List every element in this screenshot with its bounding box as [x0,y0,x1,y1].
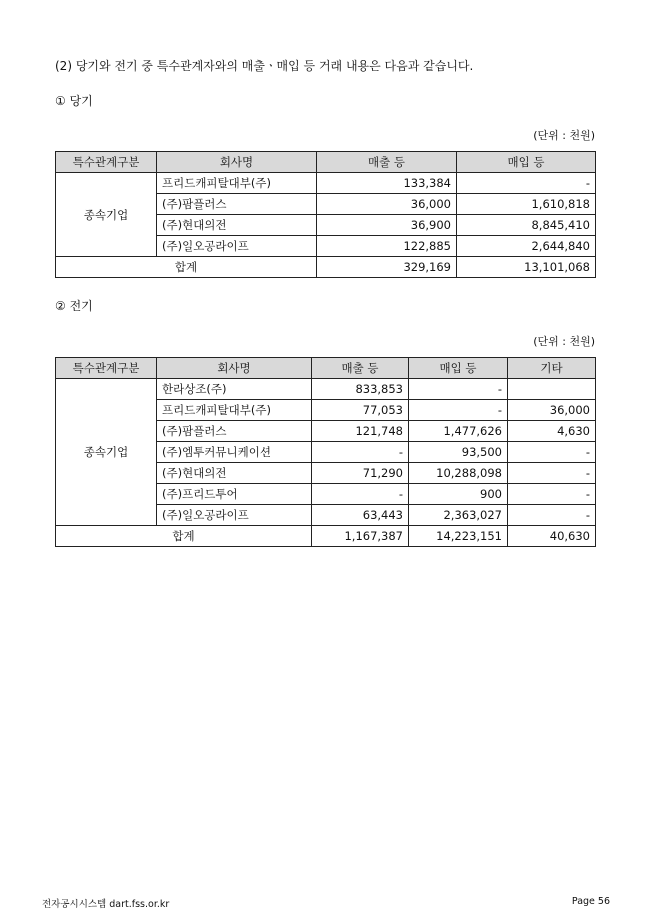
purchases-cell: 8,845,410 [457,215,596,236]
current-heading: ① 당기 [55,94,93,108]
prior-table [55,357,596,547]
sales-cell: 71,290 [312,463,409,484]
header-category: 특수관계구분 [56,358,157,379]
other-cell: - [508,505,596,526]
sales-cell: 63,443 [312,505,409,526]
company-cell: 프리드캐피탈대부(주) [157,400,312,421]
current-unit: (단위 : 천원) [533,129,595,142]
company-cell: 한라상조(주) [157,379,312,400]
total-other: 40,630 [508,526,596,547]
company-cell: (주)엠투커뮤니케이션 [157,442,312,463]
purchases-cell: 2,644,840 [457,236,596,257]
company-cell: (주)팜플러스 [157,421,312,442]
sales-cell: 36,000 [317,194,457,215]
total-purchases: 13,101,068 [457,257,596,278]
header-purchases: 매입 등 [457,152,596,173]
category-cell: 종속기업 [56,173,157,257]
total-purchases: 14,223,151 [409,526,508,547]
header-company: 회사명 [157,358,312,379]
company-cell: (주)프리드투어 [157,484,312,505]
page-number: Page 56 [571,896,610,907]
purchases-cell: - [409,400,508,421]
table-header-row [56,152,596,173]
company-cell: (주)팜플러스 [157,194,317,215]
purchases-cell: 10,288,098 [409,463,508,484]
header-other: 기타 [508,358,596,379]
purchases-cell: 2,363,027 [409,505,508,526]
company-cell: 프리드캐피탈대부(주) [157,173,317,194]
sales-cell: - [312,442,409,463]
header-company: 회사명 [157,152,317,173]
total-row [56,257,596,278]
purchases-cell: - [457,173,596,194]
table-row [56,379,596,400]
company-cell: (주)일오공라이프 [157,505,312,526]
header-category: 특수관계구분 [56,152,157,173]
sales-cell: 121,748 [312,421,409,442]
company-cell: (주)현대의전 [157,463,312,484]
total-label: 합계 [56,257,317,278]
other-cell [508,379,596,400]
category-cell: 종속기업 [56,379,157,526]
header-sales: 매출 등 [317,152,457,173]
other-cell: - [508,484,596,505]
purchases-cell: 1,610,818 [457,194,596,215]
other-cell: - [508,463,596,484]
sales-cell: - [312,484,409,505]
sales-cell: 77,053 [312,400,409,421]
purchases-cell: 900 [409,484,508,505]
purchases-cell: 93,500 [409,442,508,463]
footer-site: 전자공시시스템 dart.fss.or.kr [42,899,170,910]
sales-cell: 833,853 [312,379,409,400]
other-cell: - [508,442,596,463]
sales-cell: 122,885 [317,236,457,257]
company-cell: (주)일오공라이프 [157,236,317,257]
total-sales: 1,167,387 [312,526,409,547]
sales-cell: 133,384 [317,173,457,194]
other-cell: 4,630 [508,421,596,442]
table-header-row [56,358,596,379]
total-row [56,526,596,547]
prior-unit: (단위 : 천원) [533,335,595,348]
purchases-cell: 1,477,626 [409,421,508,442]
header-purchases: 매입 등 [409,358,508,379]
sales-cell: 36,900 [317,215,457,236]
company-cell: (주)현대의전 [157,215,317,236]
total-label: 합계 [56,526,312,547]
intro-text: (2) 당기와 전기 중 특수관계자와의 매출ㆍ매입 등 거래 내용은 다음과 같습니다. [55,59,474,73]
table-row [56,173,596,194]
total-sales: 329,169 [317,257,457,278]
prior-heading: ② 전기 [55,299,93,313]
header-sales: 매출 등 [312,358,409,379]
other-cell: 36,000 [508,400,596,421]
purchases-cell: - [409,379,508,400]
current-table [55,151,596,278]
